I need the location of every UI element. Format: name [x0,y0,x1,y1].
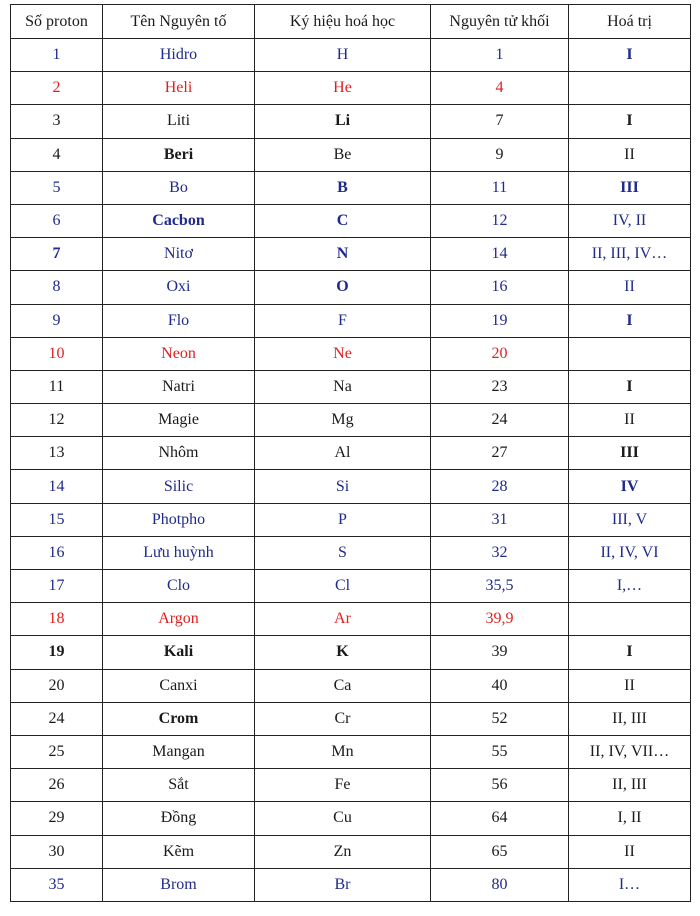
valence-cell: I [569,39,691,72]
valence-cell: III [569,437,691,470]
symbol-cell: K [255,636,431,669]
proton-cell: 25 [11,735,103,768]
proton-cell: 16 [11,536,103,569]
symbol-cell: S [255,536,431,569]
table-row [11,835,691,868]
mass-cell: 9 [431,138,569,171]
proton-cell: 20 [11,669,103,702]
symbol-cell: Na [255,370,431,403]
table-row [11,802,691,835]
symbol-cell: Al [255,437,431,470]
mass-cell: 40 [431,669,569,702]
symbol-cell: Ne [255,337,431,370]
mass-cell: 1 [431,39,569,72]
name-cell: Nhôm [103,437,255,470]
table-row [11,570,691,603]
table-row [11,702,691,735]
symbol-cell: Ca [255,669,431,702]
symbol-cell: B [255,171,431,204]
name-cell: Flo [103,304,255,337]
symbol-cell: He [255,72,431,105]
valence-cell: I [569,105,691,138]
mass-cell: 65 [431,835,569,868]
mass-cell: 35,5 [431,570,569,603]
name-cell: Oxi [103,271,255,304]
name-cell: Natri [103,370,255,403]
proton-cell: 26 [11,769,103,802]
name-cell: Kẽm [103,835,255,868]
valence-cell [569,337,691,370]
proton-cell: 11 [11,370,103,403]
proton-cell: 29 [11,802,103,835]
valence-cell: III, V [569,503,691,536]
table-row [11,271,691,304]
valence-cell: IV, II [569,204,691,237]
valence-cell: I [569,636,691,669]
mass-cell: 12 [431,204,569,237]
valence-cell: I, II [569,802,691,835]
mass-cell: 39,9 [431,603,569,636]
name-cell: Heli [103,72,255,105]
symbol-cell: Li [255,105,431,138]
name-cell: Silic [103,470,255,503]
mass-cell: 27 [431,437,569,470]
header-row [11,5,691,39]
valence-cell: II, III [569,702,691,735]
valence-cell: II [569,835,691,868]
table-row [11,370,691,403]
symbol-cell: Mn [255,735,431,768]
elements-table [10,4,691,902]
table-row [11,503,691,536]
name-cell: Đồng [103,802,255,835]
proton-cell: 24 [11,702,103,735]
table-row [11,72,691,105]
mass-cell: 28 [431,470,569,503]
proton-cell: 3 [11,105,103,138]
symbol-cell: Br [255,868,431,901]
proton-cell: 8 [11,271,103,304]
mass-cell: 20 [431,337,569,370]
table-row [11,105,691,138]
name-cell: Neon [103,337,255,370]
mass-cell: 7 [431,105,569,138]
table-row [11,39,691,72]
mass-cell: 39 [431,636,569,669]
table-row [11,868,691,901]
proton-cell: 18 [11,603,103,636]
valence-cell [569,603,691,636]
valence-cell: IV [569,470,691,503]
symbol-cell: O [255,271,431,304]
proton-cell: 7 [11,238,103,271]
symbol-cell: Ar [255,603,431,636]
symbol-cell: Zn [255,835,431,868]
mass-cell: 32 [431,536,569,569]
proton-cell: 17 [11,570,103,603]
table-row [11,171,691,204]
name-cell: Lưu huỳnh [103,536,255,569]
proton-cell: 30 [11,835,103,868]
name-cell: Sắt [103,769,255,802]
header-valence: Hoá trị [569,5,691,39]
table-row [11,603,691,636]
name-cell: Bo [103,171,255,204]
mass-cell: 14 [431,238,569,271]
symbol-cell: C [255,204,431,237]
table-row [11,536,691,569]
mass-cell: 11 [431,171,569,204]
mass-cell: 31 [431,503,569,536]
valence-cell: II, III [569,769,691,802]
name-cell: Nitơ [103,238,255,271]
mass-cell: 24 [431,404,569,437]
symbol-cell: Be [255,138,431,171]
table-row [11,470,691,503]
valence-cell: II [569,271,691,304]
valence-cell: II [569,669,691,702]
name-cell: Mangan [103,735,255,768]
proton-cell: 1 [11,39,103,72]
valence-cell: II, IV, VI [569,536,691,569]
valence-cell [569,72,691,105]
valence-cell: I… [569,868,691,901]
table-row [11,669,691,702]
valence-cell: I,… [569,570,691,603]
table-row [11,138,691,171]
symbol-cell: Si [255,470,431,503]
symbol-cell: Mg [255,404,431,437]
mass-cell: 55 [431,735,569,768]
mass-cell: 52 [431,702,569,735]
proton-cell: 35 [11,868,103,901]
table-row [11,735,691,768]
proton-cell: 5 [11,171,103,204]
table-row [11,337,691,370]
name-cell: Photpho [103,503,255,536]
table-body [11,39,691,902]
name-cell: Liti [103,105,255,138]
name-cell: Hidro [103,39,255,72]
table-row [11,204,691,237]
mass-cell: 64 [431,802,569,835]
symbol-cell: Cu [255,802,431,835]
table-row [11,304,691,337]
proton-cell: 9 [11,304,103,337]
valence-cell: I [569,304,691,337]
table-row [11,769,691,802]
header-proton: Số proton [11,5,103,39]
header-name: Tên Nguyên tố [103,5,255,39]
name-cell: Cacbon [103,204,255,237]
symbol-cell: N [255,238,431,271]
proton-cell: 14 [11,470,103,503]
proton-cell: 13 [11,437,103,470]
symbol-cell: H [255,39,431,72]
symbol-cell: Cr [255,702,431,735]
table-row [11,238,691,271]
header-mass: Nguyên tử khối [431,5,569,39]
name-cell: Clo [103,570,255,603]
valence-cell: III [569,171,691,204]
header-symbol: Ký hiệu hoá học [255,5,431,39]
mass-cell: 4 [431,72,569,105]
symbol-cell: F [255,304,431,337]
name-cell: Canxi [103,669,255,702]
name-cell: Magie [103,404,255,437]
proton-cell: 19 [11,636,103,669]
name-cell: Crom [103,702,255,735]
proton-cell: 10 [11,337,103,370]
symbol-cell: Fe [255,769,431,802]
name-cell: Argon [103,603,255,636]
proton-cell: 15 [11,503,103,536]
mass-cell: 19 [431,304,569,337]
proton-cell: 12 [11,404,103,437]
mass-cell: 80 [431,868,569,901]
valence-cell: II, IV, VII… [569,735,691,768]
proton-cell: 4 [11,138,103,171]
mass-cell: 23 [431,370,569,403]
name-cell: Beri [103,138,255,171]
table-row [11,636,691,669]
table-row [11,437,691,470]
proton-cell: 2 [11,72,103,105]
mass-cell: 16 [431,271,569,304]
name-cell: Kali [103,636,255,669]
proton-cell: 6 [11,204,103,237]
table-row [11,404,691,437]
valence-cell: II [569,138,691,171]
symbol-cell: P [255,503,431,536]
valence-cell: II [569,404,691,437]
mass-cell: 56 [431,769,569,802]
name-cell: Brom [103,868,255,901]
valence-cell: I [569,370,691,403]
valence-cell: II, III, IV… [569,238,691,271]
symbol-cell: Cl [255,570,431,603]
